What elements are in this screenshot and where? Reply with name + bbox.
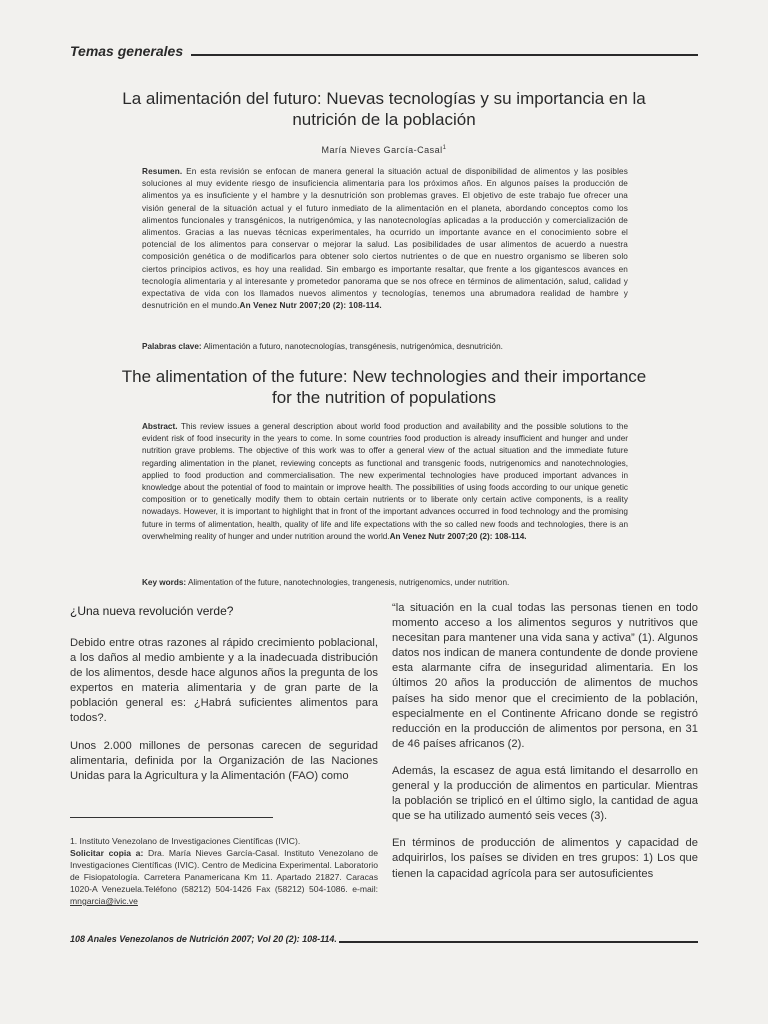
palabras-clave-label: Palabras clave: (142, 342, 202, 351)
paragraph: “la situación en la cual todas las personas tienen en todo momento acceso a los alimentos seguros y nutritivos que necesitan para mantener una vida sana y activa” (1). Algunos datos nos indican de manera contundente de donde proviene esta alarmante cifra de inseguridad alimentaria. En los últimos 20 años la producción de alimentos de muchos países ha sido menor que el crecimiento de la población, especialmente en el Continente Africano donde se registró reducción en la producción de alimentos por persona, en 31 de 46 países africanos (2). (392, 602, 698, 750)
footnote-affiliation: 1. Instituto Venezolano de Investigaciones Científicas (IVIC). (70, 836, 301, 846)
section-heading: ¿Una nueva revolución verde? (70, 604, 234, 618)
left-column (70, 636, 378, 796)
resumen-citation: An Venez Nutr 2007;20 (2): 108-114. (239, 301, 382, 311)
running-footer (70, 930, 698, 944)
solicitar-text: Dra. María Nieves García-Casal. Instituto Venezolano de Investigaciones Científicas (IVIC). Centro de Medicina Experimental. Laboratorio de Fisiopatología. Carretera Panamericana Km 11. Apartado 21827. Caracas 1020-A Venezuela.Teléfono (58212) 504-1426 Fax (58212) 504-1086. e-mail: (70, 848, 378, 894)
article-title-spanish: La alimentación del futuro: Nuevas tecnologías y su importancia en la nutrición de la población (122, 89, 646, 129)
right-column (392, 601, 698, 894)
palabras-clave-text: Alimentación a futuro, nanotecnologías, transgénesis, nutrigenómica, desnutrición. (201, 342, 503, 351)
palabras-clave-block (142, 341, 628, 353)
paragraph: En términos de producción de alimentos y capacidad de adquirirlos, los países se dividen en tres grupos: 1) Los que tienen la capacidad agrícola para ser autosuficientes (392, 837, 698, 880)
author-name: María Nieves García-Casal (321, 145, 443, 155)
header-rule (191, 54, 698, 56)
footnote (70, 835, 378, 907)
footer-text: 108 Anales Venezolanos de Nutrición 2007; Vol 20 (2): 108-114. (70, 934, 337, 944)
abstract-text: This review issues a general description about world food production and availability and the possible solutions to the evident risk of food insecurity in the years to come. In some countries food production is already insufficient and hunger and under nutrition grave problems. The objective of this work was to offer a general view of the actual situation and the immediate future regarding alimentation in the planet, reviewing concepts as functional and transgenic foods, nutrigenomics and nanotechnologies, applied to food production and commercialisation. The new experimental technologies have produced important advances in knowledge about the potential of food to maintain or improve health. The possibilities of using foods according to our unique genetic composition or to genetically modify them to obtain certain nutrients or to liberate only certain active components, is a reality nowadays. However, it is important to highlight that in front of the important advances occurred in food technology and the promising future in terms of alimentation, health, quality of life and life expectations with the so called new foods and technologies, there is an overwhelming reality of hunger and under nutrition around the world. (142, 422, 628, 541)
solicitar-label: Solicitar copia a: (70, 848, 144, 858)
abstract-citation: An Venez Nutr 2007;20 (2): 108-114. (389, 531, 527, 541)
author-line (200, 145, 568, 155)
resumen-text: En esta revisión se enfocan de manera general la situación actual de disponibilidad de alimentos y las posibles soluciones al muy evidente riesgo de insuficiencia alimentaria para los próximos años. En algunos países la producción de alimentos ya es insuficiente y el hambre y la desnutrición son problemas graves. El objetivo de este trabajo fue ofrecer una visión general de la situación actual y el futuro inmediato de la alimentación en el planeta, abordando conceptos como los alimentos funcionales y transgénicos, la nutrigenómica, y las nanotecnologías aplicadas a la producción y comercialización de alimentos. Gracias a las nuevas técnicas experimentales, ha ocurrido un importante avance en el conocimiento sobre el potencial de los alimentos para conservar o mejorar la salud. Las posibilidades de usar alimentos de acuerdo a nuestra composición genética o de modificarlos para obtener solo ciertos nutrientes o de que en nuestro organismo se liberen solo ciertos principios activos, es hoy una realidad. Sin embargo es importante resaltar, que frente a los gigantescos avances en tecnología alimentaria y al interesante y prometedor panorama que se nos ofrece en términos de alimentación, salud, calidad y expectativa de vida con los llamados nuevos alimentos y tecnologías, tenemos una abrumadora realidad de hambre y desnutrición en el mundo. (142, 167, 628, 311)
keywords-text: Alimentation of the future, nanotechnologies, trangenesis, nutrigenomics, under nutrition. (186, 578, 510, 587)
footnote-divider (70, 817, 273, 818)
paragraph: Unos 2.000 millones de personas carecen de seguridad alimentaria, definida por la Organización de las Naciones Unidas para la Agricultura y la Alimentación (FAO) como (70, 739, 378, 782)
paragraph: Además, la escasez de agua está limitando el desarrollo en general y la producción de alimentos en particular. Mientras la población se triplicó en el último siglo, la cantidad de agua que se ha utilizado aumentó seis veces (3). (392, 764, 698, 823)
resumen-label: Resumen. (142, 167, 183, 176)
running-header (70, 36, 698, 58)
author-affiliation-mark: 1 (442, 145, 447, 151)
footnote-correspondence (70, 847, 378, 907)
paragraph: Debido entre otras razones al rápido crecimiento poblacional, a los daños al medio ambiente y a la inadecuada distribución de los alimentos, desde hace algunos años la pregunta de los expertos en materia alimentaria y de gran parte de la población general es: ¿Habrá suficientes alimentos para todos?. (70, 637, 378, 725)
section-label: Temas generales (70, 43, 184, 59)
footer-rule (339, 941, 698, 943)
abstract-label: Abstract. (142, 422, 178, 431)
abstract-block (142, 421, 628, 543)
keywords-label: Key words: (142, 578, 187, 587)
keywords-block (142, 577, 628, 589)
article-title-english: The alimentation of the future: New technologies and their importance for the nutrition of populations (121, 367, 647, 407)
email-link[interactable]: mngarcia@ivic.ve (70, 896, 138, 906)
resumen-block (142, 166, 628, 312)
